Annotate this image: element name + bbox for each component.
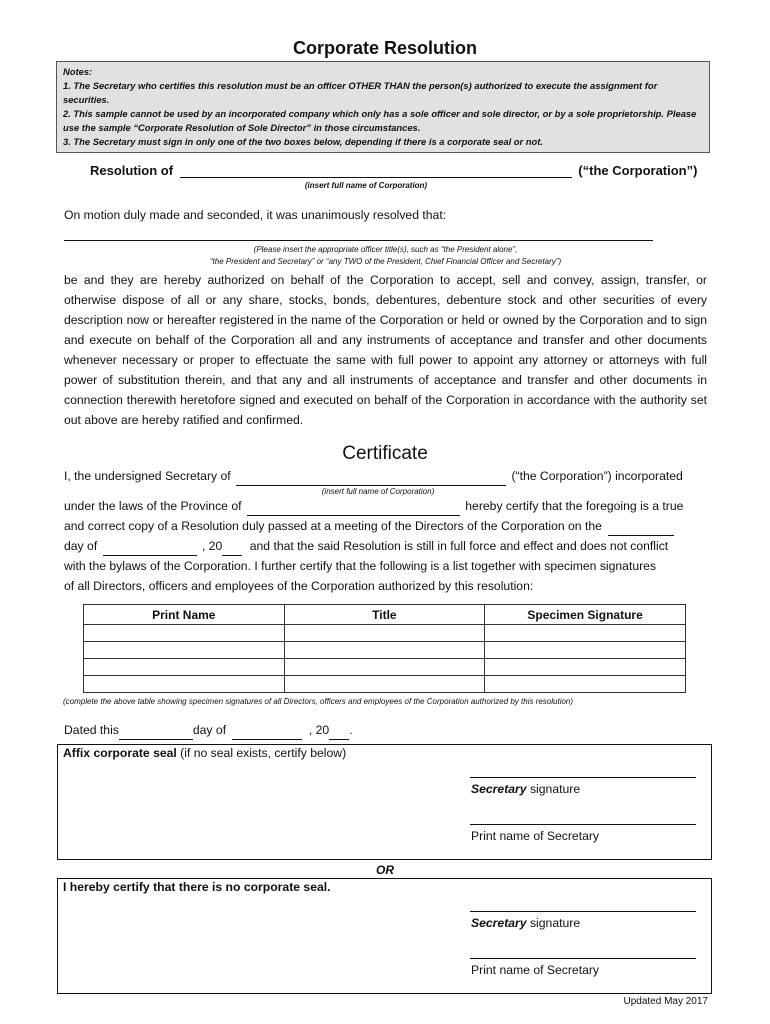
table-row <box>84 676 686 693</box>
title-cell[interactable] <box>284 676 485 693</box>
meeting-month-field[interactable] <box>103 541 197 556</box>
column-header-specimen-signature: Specimen Signature <box>485 605 686 625</box>
table-row <box>84 659 686 676</box>
no-corporate-seal-box <box>57 878 712 994</box>
page-title: Corporate Resolution <box>292 38 477 58</box>
secretary-signature-line[interactable] <box>470 911 696 912</box>
signature-cell[interactable] <box>485 676 686 693</box>
province-field[interactable] <box>247 501 460 516</box>
dated-month-field[interactable] <box>232 725 302 740</box>
motion-text: On motion duly made and seconded, it was unanimously resolved that: <box>64 208 447 222</box>
title-cell[interactable] <box>284 642 485 659</box>
resolution-suffix: (“the Corporation”) <box>578 163 698 178</box>
print-name-cell[interactable] <box>84 676 285 693</box>
signature-cell[interactable] <box>485 625 686 642</box>
certificate-line-5: with the bylaws of the Corporation. I further certify that the following is a list together with specimen signatures <box>64 559 657 573</box>
certificate-line-4 <box>64 536 707 556</box>
corporate-seal-box <box>57 744 712 860</box>
dated-prefix: Dated this <box>64 723 119 737</box>
title-cell[interactable] <box>284 659 485 676</box>
notes-heading: Notes: <box>63 66 93 77</box>
certificate-line-1 <box>64 466 683 486</box>
cert-l1-prefix: I, the undersigned Secretary of <box>64 469 231 483</box>
cert-l4-year: , 20 <box>201 539 223 553</box>
secretary-word: Secretary <box>471 916 527 930</box>
meeting-date-field[interactable] <box>608 521 674 536</box>
print-name-cell[interactable] <box>84 625 285 642</box>
table-row <box>84 625 686 642</box>
seal-box-heading-rest: (if no seal exists, certify below) <box>176 746 347 760</box>
resolution-prefix: Resolution of <box>90 163 174 178</box>
notes-box <box>56 61 710 153</box>
no-seal-box-heading: I hereby certify that there is no corporate seal. <box>63 880 331 894</box>
dated-year-field[interactable] <box>329 725 349 740</box>
cert-l2-suffix: hereby certify that the foregoing is a true <box>465 499 684 513</box>
note-2: 2. This sample cannot be used by an incorporated company which only has a sole officer and sole director, or by a sole proprietorship. Please use the sample “Corporate Resolution of Sole Director” in those circumstances. <box>63 108 697 133</box>
cert-l4-rest: and that the said Resolution is still in full force and effect and does not conflict <box>249 539 669 553</box>
certificate-title: Certificate <box>342 443 428 464</box>
cert-l1-suffix: (“the Corporation”) incorporated <box>511 469 683 483</box>
cert-l4-day: day of <box>64 539 98 553</box>
cert-corporation-field[interactable] <box>236 471 506 486</box>
officer-hint-1: (Please insert the appropriate officer title(s), such as “the President alone”, <box>253 245 518 254</box>
note-1: 1. The Secretary who certifies this resolution must be an officer OTHER THAN the person(s) authorized to execute the assignment for securities. <box>63 80 658 105</box>
meeting-year-field[interactable] <box>222 541 242 556</box>
corporation-name-field[interactable] <box>180 163 572 178</box>
signature-cell[interactable] <box>485 642 686 659</box>
cert-l2-prefix: under the laws of the Province of <box>64 499 242 513</box>
certificate-line-2 <box>64 496 683 516</box>
secretary-signature-label <box>471 916 580 930</box>
or-divider: OR <box>376 863 394 877</box>
secretary-signature-line[interactable] <box>470 777 696 778</box>
certificate-line-6: of all Directors, officers and employees of the Corporation authorized by this resolution: <box>64 579 534 593</box>
signature-cell[interactable] <box>485 659 686 676</box>
footer-updated: Updated May 2017 <box>623 996 708 1007</box>
corporation-name-hint: (insert full name of Corporation) <box>304 181 428 190</box>
officer-title-field[interactable] <box>64 226 653 241</box>
secretary-print-name-label: Print name of Secretary <box>471 963 600 977</box>
dated-end: . <box>349 723 353 737</box>
seal-box-heading <box>63 746 346 760</box>
resolution-body: be and they are hereby authorized on behalf of the Corporation to accept, sell and convey, assign, transfer, or otherwise dispose of all or any share, stocks, bonds, debentures, debenture stock and other securities of every description now or hereafter registered in the name of the Corporation or held or owned by the Corporation and to sign and execute on behalf of the Corporation all and any instruments of acceptance and transfer and other documents whenever necessary or proper to effectuate the same with full power to appoint any attorney or attorneys with full power of substitution therein, and that any and all instruments of acceptance and transfer and other documents in connection therewith heretofore signed and executed on behalf of the Corporation in accordance with the authority set out above are hereby ratified and confirmed. <box>64 273 707 427</box>
print-name-cell[interactable] <box>84 659 285 676</box>
dated-day-of: day of <box>192 723 227 737</box>
seal-box-heading-bold: Affix corporate seal <box>63 746 177 760</box>
table-note: (complete the above table showing specimen signatures of all Directors, officers and employees of the Corporation authorized by this resolution) <box>63 697 574 706</box>
certificate-line-3 <box>64 516 674 536</box>
title-cell[interactable] <box>284 625 485 642</box>
table-row <box>84 642 686 659</box>
dated-year-prefix: , 20 <box>308 723 330 737</box>
secretary-signature-label <box>471 782 580 796</box>
table-header-row <box>84 605 686 625</box>
cert-l3-text: and correct copy of a Resolution duly passed at a meeting of the Directors of the Corporation on the <box>64 519 602 533</box>
signature-word: signature <box>526 916 581 930</box>
column-header-print-name: Print Name <box>84 605 285 625</box>
resolution-line <box>90 163 697 178</box>
officer-hint-2: “the President and Secretary” or “any TWO of the President, Chief Financial Officer and Secretary”) <box>209 257 562 266</box>
print-name-cell[interactable] <box>84 642 285 659</box>
specimen-signature-table <box>83 604 686 693</box>
dated-line <box>64 720 353 740</box>
column-header-title: Title <box>284 605 485 625</box>
signature-word: signature <box>526 782 581 796</box>
cert-corporation-hint: (insert full name of Corporation) <box>321 487 435 496</box>
note-3: 3. The Secretary must sign in only one of the two boxes below, depending if there is a corporate seal or not. <box>63 136 543 147</box>
secretary-word: Secretary <box>471 782 527 796</box>
secretary-print-name-line[interactable] <box>470 824 696 825</box>
secretary-print-name-line[interactable] <box>470 958 696 959</box>
dated-day-field[interactable] <box>119 725 193 740</box>
secretary-print-name-label: Print name of Secretary <box>471 829 600 843</box>
